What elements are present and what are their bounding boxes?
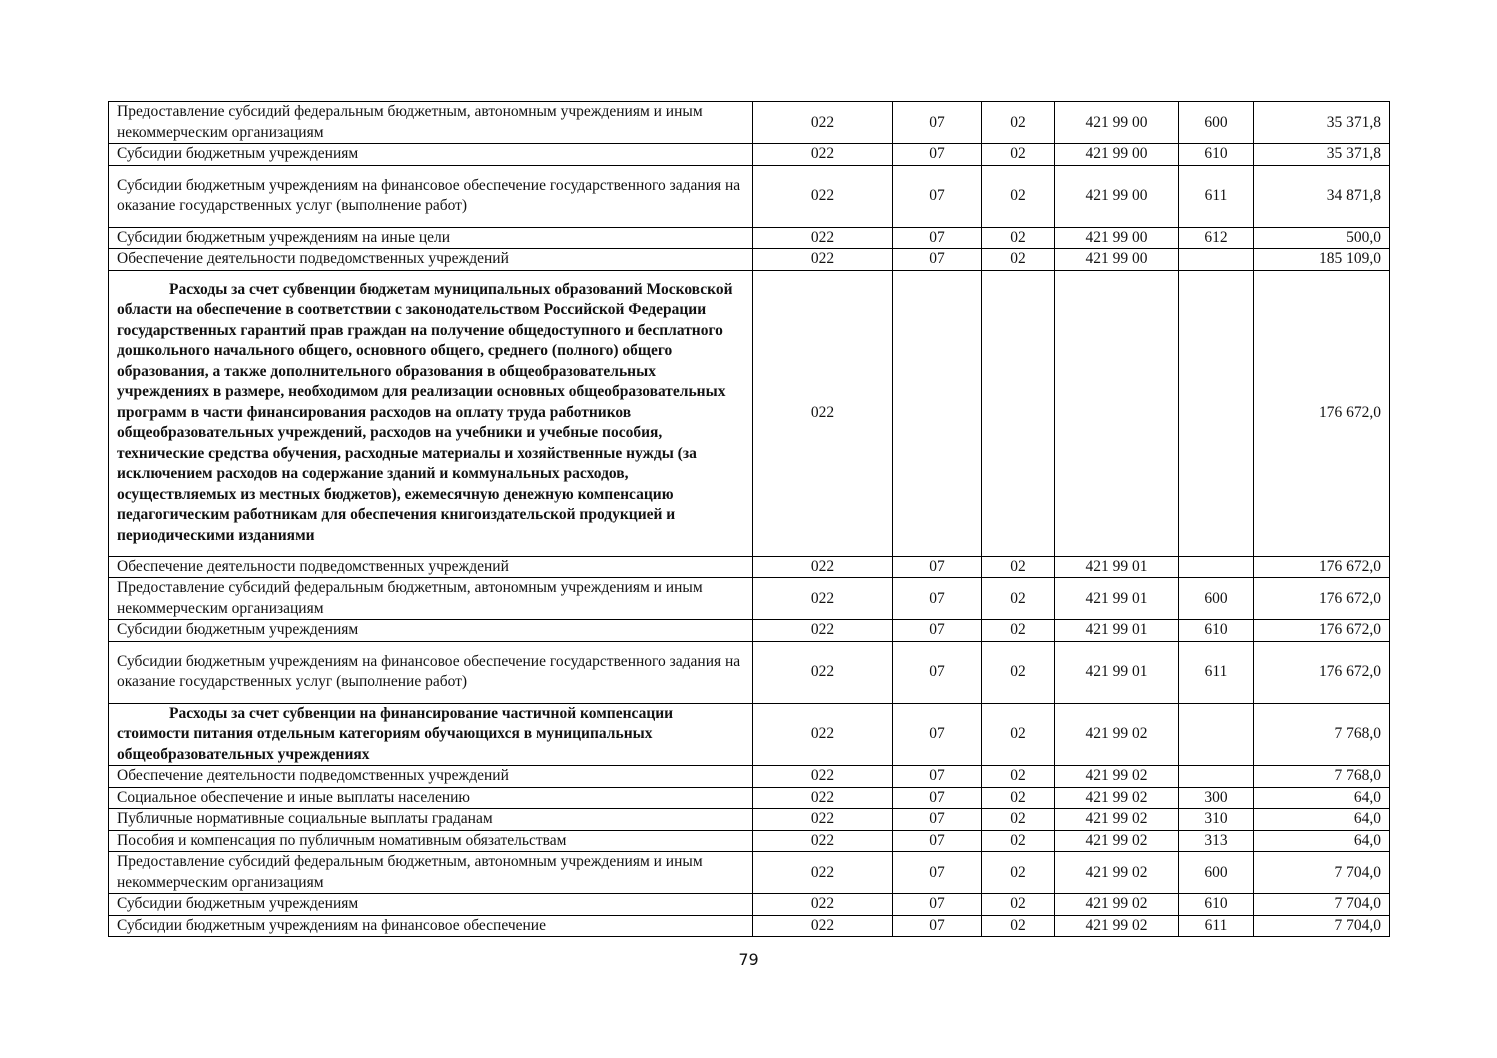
cell-name: Субсидии бюджетным учреждениям на финансовое обеспечение государственного задания на оказание государственных услуг (выполнение работ) [109, 641, 753, 703]
cell-rz: 07 [893, 165, 982, 227]
table-body [109, 102, 1390, 937]
cell-csr: 421 99 01 [1055, 641, 1179, 703]
cell-ved: 022 [753, 703, 893, 766]
cell-pr: 02 [982, 578, 1055, 620]
cell-rz: 07 [893, 227, 982, 249]
cell-vr: 611 [1179, 165, 1254, 227]
cell-rz: 07 [893, 249, 982, 271]
cell-sum: 7 704,0 [1254, 915, 1390, 937]
cell-ved: 022 [753, 915, 893, 937]
cell-sum: 7 768,0 [1254, 703, 1390, 766]
table-row [109, 102, 1390, 144]
table-row [109, 641, 1390, 703]
cell-name: Субсидии бюджетным учреждениям на финансовое обеспечение государственного задания на оказание государственных услуг (выполнение работ) [109, 165, 753, 227]
cell-name: Субсидии бюджетным учреждениям [109, 620, 753, 642]
budget-table [108, 101, 1390, 937]
cell-name: Обеспечение деятельности подведомственных учреждений [109, 249, 753, 271]
cell-vr [1179, 249, 1254, 271]
cell-pr: 02 [982, 852, 1055, 894]
cell-ved: 022 [753, 249, 893, 271]
cell-ved: 022 [753, 894, 893, 916]
cell-ved: 022 [753, 852, 893, 894]
cell-rz: 07 [893, 641, 982, 703]
cell-ved: 022 [753, 809, 893, 831]
cell-csr: 421 99 00 [1055, 144, 1179, 166]
cell-pr: 02 [982, 165, 1055, 227]
cell-ved: 022 [753, 787, 893, 809]
cell-vr: 612 [1179, 227, 1254, 249]
table-row [109, 787, 1390, 809]
cell-name: Публичные нормативные социальные выплаты граданам [109, 809, 753, 831]
cell-pr [982, 270, 1055, 556]
cell-pr: 02 [982, 809, 1055, 831]
cell-rz [893, 270, 982, 556]
cell-rz: 07 [893, 787, 982, 809]
cell-csr: 421 99 01 [1055, 556, 1179, 578]
cell-vr: 600 [1179, 578, 1254, 620]
cell-ved: 022 [753, 270, 893, 556]
cell-sum: 7 704,0 [1254, 894, 1390, 916]
table-row [109, 703, 1390, 766]
cell-ved: 022 [753, 578, 893, 620]
table-row [109, 766, 1390, 788]
cell-vr [1179, 703, 1254, 766]
cell-csr: 421 99 02 [1055, 915, 1179, 937]
cell-pr: 02 [982, 620, 1055, 642]
cell-name: Расходы за счет субвенции бюджетам муниципальных образований Московской области на обеспечение в соответствии с законодательством Российской Федерации государственных гарантий прав граждан на получение общедоступного и бесплатного дошкольного начального общего, основного общего, среднего (полного) общего образования, а также дополнительного образования в общеобразовательных учреждениях в размере, необходимом для реализации основных общеобразовательных программ в части финансирования расходов на оплату труда работников общеобразовательных учреждений, расходов на учебники и учебные пособия, технические средства обучения, расходные материалы и хозяйственные нужды (за исключением расходов на содержание зданий и коммунальных расходов, осуществляемых из местных бюджетов), ежемесячную денежную компенсацию педагогическим работникам для обеспечения книгоиздательской продукцией и периодическими изданиями [109, 270, 753, 556]
table-row [109, 830, 1390, 852]
cell-vr [1179, 270, 1254, 556]
cell-csr [1055, 270, 1179, 556]
cell-pr: 02 [982, 915, 1055, 937]
cell-sum: 176 672,0 [1254, 641, 1390, 703]
cell-vr: 610 [1179, 894, 1254, 916]
cell-csr: 421 99 02 [1055, 766, 1179, 788]
cell-sum: 500,0 [1254, 227, 1390, 249]
table-row [109, 915, 1390, 937]
cell-sum: 176 672,0 [1254, 578, 1390, 620]
cell-ved: 022 [753, 766, 893, 788]
cell-csr: 421 99 02 [1055, 703, 1179, 766]
cell-pr: 02 [982, 830, 1055, 852]
cell-sum: 64,0 [1254, 830, 1390, 852]
cell-rz: 07 [893, 102, 982, 144]
cell-rz: 07 [893, 703, 982, 766]
cell-rz: 07 [893, 144, 982, 166]
cell-ved: 022 [753, 165, 893, 227]
cell-name: Субсидии бюджетным учреждениям на иные цели [109, 227, 753, 249]
cell-name: Социальное обеспечение и иные выплаты населению [109, 787, 753, 809]
cell-sum: 7 704,0 [1254, 852, 1390, 894]
cell-name: Обеспечение деятельности подведомственных учреждений [109, 556, 753, 578]
cell-csr: 421 99 00 [1055, 102, 1179, 144]
cell-vr: 610 [1179, 620, 1254, 642]
cell-rz: 07 [893, 766, 982, 788]
cell-csr: 421 99 00 [1055, 249, 1179, 271]
cell-vr: 310 [1179, 809, 1254, 831]
cell-pr: 02 [982, 641, 1055, 703]
cell-name: Субсидии бюджетным учреждениям [109, 894, 753, 916]
cell-csr: 421 99 00 [1055, 227, 1179, 249]
cell-vr: 611 [1179, 641, 1254, 703]
cell-pr: 02 [982, 703, 1055, 766]
cell-vr: 300 [1179, 787, 1254, 809]
cell-csr: 421 99 02 [1055, 894, 1179, 916]
cell-rz: 07 [893, 852, 982, 894]
cell-rz: 07 [893, 578, 982, 620]
cell-rz: 07 [893, 894, 982, 916]
cell-vr: 600 [1179, 102, 1254, 144]
cell-csr: 421 99 02 [1055, 787, 1179, 809]
cell-sum: 35 371,8 [1254, 144, 1390, 166]
cell-vr: 610 [1179, 144, 1254, 166]
table-row [109, 578, 1390, 620]
cell-sum: 176 672,0 [1254, 620, 1390, 642]
cell-pr: 02 [982, 102, 1055, 144]
table-row [109, 144, 1390, 166]
cell-csr: 421 99 02 [1055, 852, 1179, 894]
cell-pr: 02 [982, 144, 1055, 166]
cell-sum: 64,0 [1254, 809, 1390, 831]
table-row [109, 270, 1390, 556]
cell-sum: 7 768,0 [1254, 766, 1390, 788]
cell-ved: 022 [753, 227, 893, 249]
cell-vr: 600 [1179, 852, 1254, 894]
cell-vr: 313 [1179, 830, 1254, 852]
table-row [109, 809, 1390, 831]
cell-ved: 022 [753, 830, 893, 852]
table-row [109, 165, 1390, 227]
table-row [109, 852, 1390, 894]
cell-sum: 34 871,8 [1254, 165, 1390, 227]
cell-csr: 421 99 02 [1055, 809, 1179, 831]
cell-ved: 022 [753, 102, 893, 144]
cell-pr: 02 [982, 787, 1055, 809]
page-number: 79 [738, 950, 759, 969]
cell-ved: 022 [753, 556, 893, 578]
table-row [109, 894, 1390, 916]
cell-pr: 02 [982, 766, 1055, 788]
cell-name: Предоставление субсидий федеральным бюджетным, автономным учреждениям и иным некоммерческим организациям [109, 852, 753, 894]
cell-csr: 421 99 00 [1055, 165, 1179, 227]
cell-name: Предоставление субсидий федеральным бюджетным, автономным учреждениям и иным некоммерческим организациям [109, 102, 753, 144]
cell-csr: 421 99 02 [1055, 830, 1179, 852]
cell-pr: 02 [982, 894, 1055, 916]
cell-vr: 611 [1179, 915, 1254, 937]
table-row [109, 620, 1390, 642]
cell-ved: 022 [753, 641, 893, 703]
cell-name: Пособия и компенсация по публичным номативным обязательствам [109, 830, 753, 852]
cell-name: Обеспечение деятельности подведомственных учреждений [109, 766, 753, 788]
cell-sum: 185 109,0 [1254, 249, 1390, 271]
cell-vr [1179, 556, 1254, 578]
cell-rz: 07 [893, 830, 982, 852]
cell-pr: 02 [982, 227, 1055, 249]
cell-ved: 022 [753, 144, 893, 166]
cell-sum: 176 672,0 [1254, 270, 1390, 556]
cell-rz: 07 [893, 809, 982, 831]
cell-rz: 07 [893, 556, 982, 578]
cell-pr: 02 [982, 249, 1055, 271]
cell-vr [1179, 766, 1254, 788]
cell-ved: 022 [753, 620, 893, 642]
cell-name: Расходы за счет субвенции на финансирование частичной компенсации стоимости питания отдельным категориям обучающихся в муниципальных общеобразовательных учреждениях [109, 703, 753, 766]
table-row [109, 556, 1390, 578]
cell-csr: 421 99 01 [1055, 578, 1179, 620]
cell-name: Предоставление субсидий федеральным бюджетным, автономным учреждениям и иным некоммерческим организациям [109, 578, 753, 620]
cell-rz: 07 [893, 915, 982, 937]
cell-pr: 02 [982, 556, 1055, 578]
table-row [109, 249, 1390, 271]
cell-name: Субсидии бюджетным учреждениям на финансовое обеспечение [109, 915, 753, 937]
cell-name: Субсидии бюджетным учреждениям [109, 144, 753, 166]
cell-csr: 421 99 01 [1055, 620, 1179, 642]
cell-sum: 176 672,0 [1254, 556, 1390, 578]
cell-sum: 64,0 [1254, 787, 1390, 809]
cell-rz: 07 [893, 620, 982, 642]
table-row [109, 227, 1390, 249]
cell-sum: 35 371,8 [1254, 102, 1390, 144]
